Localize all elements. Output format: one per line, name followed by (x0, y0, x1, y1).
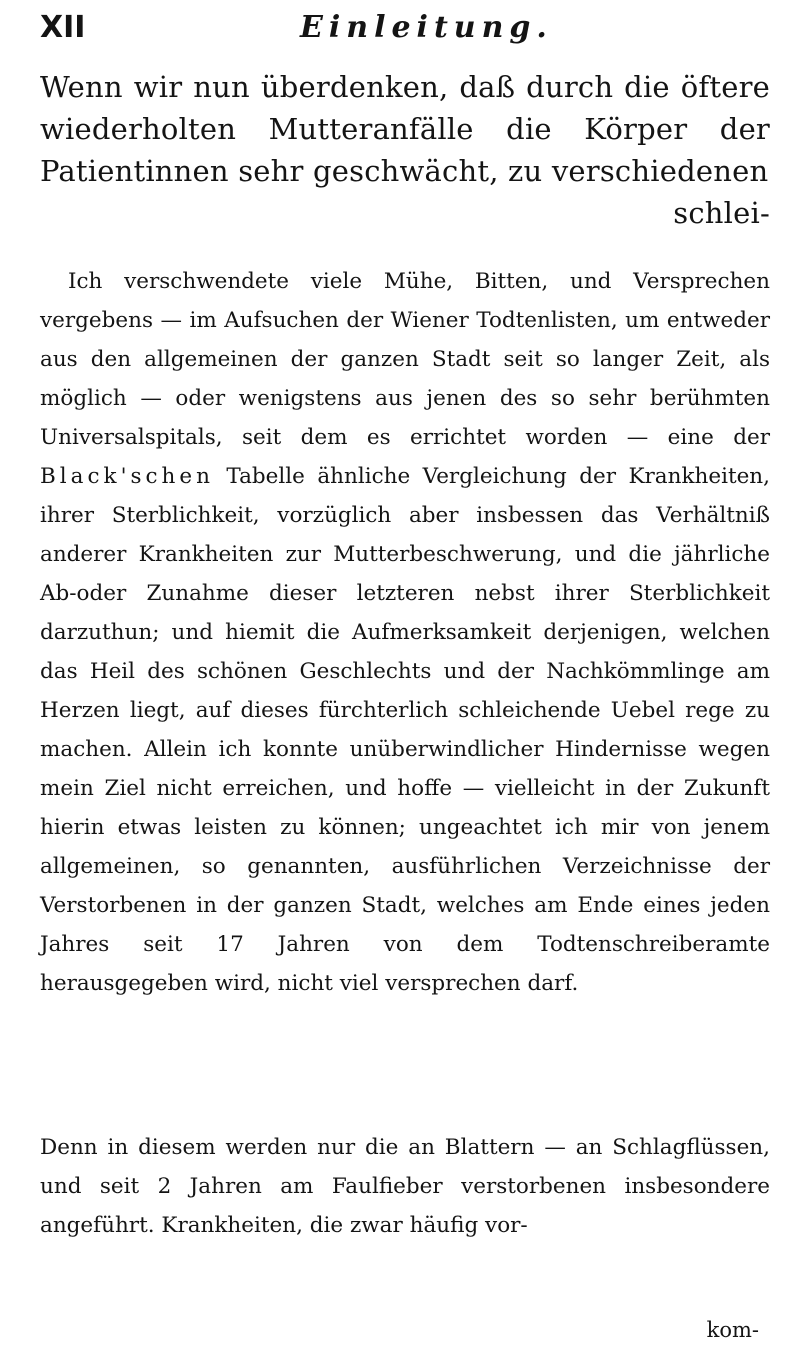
section-title: Einleitung. (300, 10, 553, 45)
lead-paragraph (40, 66, 770, 234)
catchword: kom- (706, 1318, 759, 1342)
lead-paragraph-hyphenated-word: schlei- (673, 196, 770, 230)
page-number: XII (40, 10, 86, 45)
lead-paragraph-text: Wenn wir nun überdenken, daß durch die öftere wiederholten Mutteranfälle die Körper der Patientinnen sehr geschwächt, zu verschiedenen (40, 70, 770, 188)
footnote-text-part-2: Tabelle ähnliche Vergleichung der Krankheiten, ihrer Sterblichkeit, vorzüglich aber insbessen das Verhältniß anderer Krankheiten zur Mutterbeschwerung, und die jährliche Ab-oder Zunahme dieser letzteren nebst ihrer Sterblichkeit darzuthun; und hiemit die Aufmerksamkeit derjenigen, welchen das Heil des schönen Geschlechts und der Nachkömmlinge am Herzen liegt, auf dieses fürchterlich schleichende Uebel rege zu machen. Allein ich konnte unüberwindlicher Hindernisse wegen mein Ziel nicht erreichen, und hoffe — vielleicht in der Zukunft hierin etwas leisten zu können; ungeachtet ich mir von jenem allgemeinen, so genannten, ausführlichen Verzeichnisse der Verstorbenen in der ganzen Stadt, welches am Ende eines jeden Jahres seit 17 Jahren von dem Todtenschreiberamte herausgegeben wird, nicht viel versprechen darf. (40, 464, 770, 996)
footnote-text-part-1: Ich verschwendete viele Mühe, Bitten, und Versprechen vergebens — im Aufsuchen der Wiener Todtenlisten, um entweder aus den allgemeinen der ganzen Stadt seit so langer Zeit, als möglich — oder wenigstens aus jenen des so sehr berühmten Universalspitals, seit dem es errichtet worden — eine der (40, 269, 770, 450)
footnote-spaced-name: Black'schen (40, 464, 214, 489)
running-head (40, 10, 770, 60)
second-footnote-paragraph (40, 1128, 770, 1245)
second-footnote-text: Denn in diesem werden nur die an Blattern — an Schlagflüssen, und seit 2 Jahren am Faulfieber verstorbenen insbesondere angeführt. Krankheiten, die zwar häufig vor- (40, 1135, 770, 1238)
footnote-paragraph (40, 262, 770, 1003)
